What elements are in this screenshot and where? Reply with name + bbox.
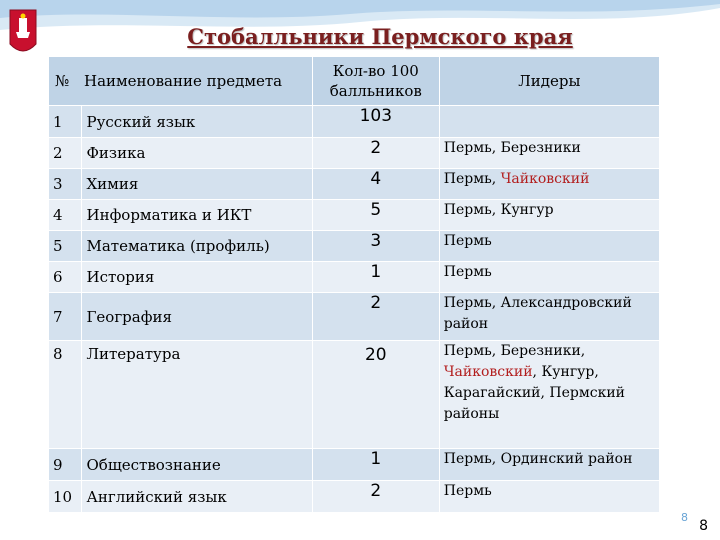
table-row bbox=[49, 262, 660, 293]
row-count: 20 bbox=[312, 341, 439, 449]
table-row bbox=[49, 106, 660, 138]
row-count: 2 bbox=[312, 481, 439, 513]
row-leaders bbox=[439, 169, 659, 200]
row-leaders bbox=[439, 231, 659, 262]
row-subject: Русский язык bbox=[82, 106, 312, 138]
header-subject-label: Наименование предмета bbox=[83, 72, 283, 90]
perm-krai-coat-of-arms-icon bbox=[8, 8, 38, 60]
leader-text: Пермь, bbox=[443, 171, 501, 187]
leader-text: Пермь bbox=[443, 233, 492, 249]
leader-text: Пермь, Ординский район bbox=[443, 451, 633, 467]
row-number: 8 bbox=[49, 341, 82, 449]
header-count: Кол-во 100 балльников bbox=[312, 57, 439, 106]
row-count: 4 bbox=[312, 169, 439, 200]
table-row bbox=[49, 481, 660, 513]
row-subject: География bbox=[82, 293, 312, 341]
leader-text: , Кунгур, Карагайский, Пермский районы bbox=[443, 364, 625, 422]
table-row bbox=[49, 169, 660, 200]
row-leaders bbox=[439, 341, 659, 449]
table-row bbox=[49, 138, 660, 169]
header-subject bbox=[49, 57, 313, 106]
leader-text: Пермь bbox=[443, 264, 492, 280]
row-count: 5 bbox=[312, 200, 439, 231]
page-number-faint: 8 bbox=[681, 511, 688, 524]
row-count: 2 bbox=[312, 138, 439, 169]
leader-text: Пермь, Березники, bbox=[443, 343, 586, 359]
row-subject: Обществознание bbox=[82, 449, 312, 481]
leader-highlight: Чайковский bbox=[443, 364, 533, 380]
row-subject: Математика (профиль) bbox=[82, 231, 312, 262]
leader-text: Пермь bbox=[443, 483, 492, 499]
header-num: № bbox=[55, 72, 70, 90]
page-title: Стобалльники Пермского края bbox=[187, 24, 573, 49]
page-number: 8 bbox=[699, 518, 708, 534]
row-number: 2 bbox=[49, 138, 82, 169]
row-leaders bbox=[439, 449, 659, 481]
row-leaders bbox=[439, 481, 659, 513]
row-leaders bbox=[439, 262, 659, 293]
row-number: 4 bbox=[49, 200, 82, 231]
header-leaders: Лидеры bbox=[439, 57, 659, 106]
row-subject: Физика bbox=[82, 138, 312, 169]
leader-text: Пермь, Кунгур bbox=[443, 202, 554, 218]
table-row bbox=[49, 231, 660, 262]
row-number: 10 bbox=[49, 481, 82, 513]
results-table bbox=[48, 56, 660, 513]
row-number: 5 bbox=[49, 231, 82, 262]
row-leaders bbox=[439, 200, 659, 231]
row-subject: Информатика и ИКТ bbox=[82, 200, 312, 231]
table-row bbox=[49, 449, 660, 481]
row-subject: Химия bbox=[82, 169, 312, 200]
row-number: 6 bbox=[49, 262, 82, 293]
table-header-row bbox=[49, 57, 660, 106]
table-row bbox=[49, 293, 660, 341]
table-row bbox=[49, 341, 660, 449]
leader-highlight: Чайковский bbox=[500, 171, 590, 187]
row-count: 2 bbox=[312, 293, 439, 341]
row-subject: Литература bbox=[82, 341, 312, 449]
row-number: 1 bbox=[49, 106, 82, 138]
row-leaders bbox=[439, 138, 659, 169]
row-leaders bbox=[439, 106, 659, 138]
row-count: 1 bbox=[312, 449, 439, 481]
row-number: 9 bbox=[49, 449, 82, 481]
row-number: 7 bbox=[49, 293, 82, 341]
row-count: 3 bbox=[312, 231, 439, 262]
row-number: 3 bbox=[49, 169, 82, 200]
row-subject: Английский язык bbox=[82, 481, 312, 513]
leader-text: Пермь, Александровский район bbox=[443, 295, 632, 332]
row-leaders bbox=[439, 293, 659, 341]
row-count: 103 bbox=[312, 106, 439, 138]
row-subject: История bbox=[82, 262, 312, 293]
table-row bbox=[49, 200, 660, 231]
leader-text: Пермь, Березники bbox=[443, 140, 581, 156]
row-count: 1 bbox=[312, 262, 439, 293]
